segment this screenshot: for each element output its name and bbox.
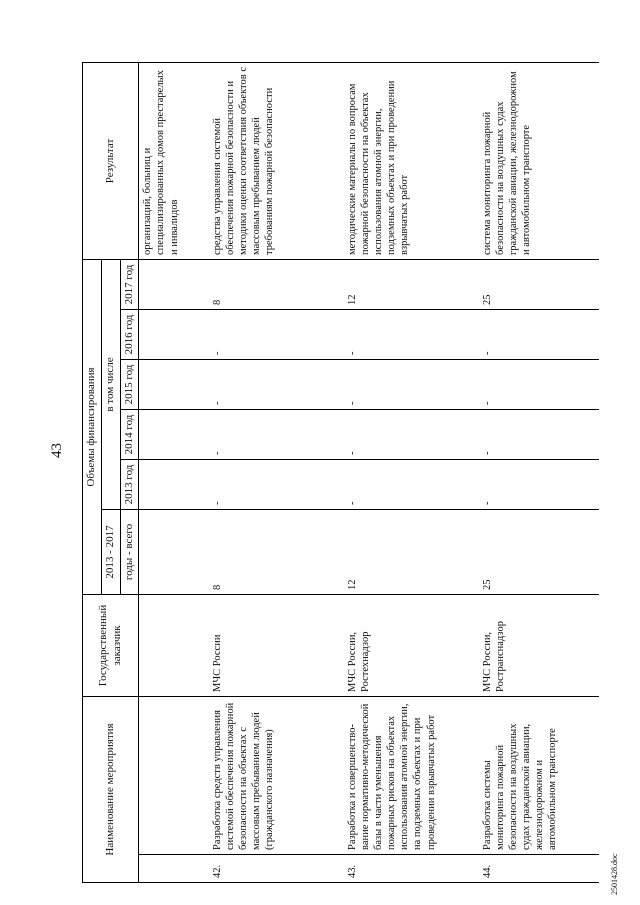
year-cell: - bbox=[479, 460, 599, 510]
customer-cell: МЧС России, Ростехнадзор bbox=[344, 595, 479, 697]
page-number: 43 bbox=[49, 443, 65, 458]
customer-cell: МЧС России bbox=[209, 595, 344, 697]
year-cell: 8 bbox=[209, 260, 344, 310]
table-row bbox=[479, 63, 599, 883]
header-volumes: Объемы финансирования bbox=[83, 260, 102, 595]
total-cell: 25 bbox=[479, 510, 599, 595]
header-total: годы - всего bbox=[120, 510, 139, 595]
year-cell: - bbox=[344, 310, 479, 360]
activity-name: Разработка системы мониторинга пожарной безопасности на воздушных судах гражданской авиации, железнодорожном и автомобильном транспорте bbox=[479, 697, 599, 855]
header-period: 2013 - 2017 bbox=[101, 510, 120, 595]
year-cell: - bbox=[479, 310, 599, 360]
customer-cell: МЧС России, Ространснадзор bbox=[479, 595, 599, 697]
header-year-2013: 2013 год bbox=[120, 460, 139, 510]
year-cell: - bbox=[344, 360, 479, 410]
header-result: Результат bbox=[83, 63, 139, 260]
total-cell: 8 bbox=[209, 510, 344, 595]
year-cell: - bbox=[209, 310, 344, 360]
year-cell: - bbox=[209, 360, 344, 410]
year-cell: - bbox=[344, 460, 479, 510]
header-year-2015: 2015 год bbox=[120, 360, 139, 410]
result-cell: организаций, больниц и специализированных домов престарелых и инвалидов bbox=[139, 63, 209, 260]
table-row bbox=[344, 63, 479, 883]
activity-name: Разработка и совершенство-вание нормативно-методической базы в части уменьшения пожарных рисков на объектах использования атомной энергии, на подземных объектах и при проведении взрывчатых работ bbox=[344, 697, 479, 855]
funding-table bbox=[82, 62, 599, 883]
header-year-2016: 2016 год bbox=[120, 310, 139, 360]
row-number: 42. bbox=[209, 855, 344, 883]
header-year-2014: 2014 год bbox=[120, 410, 139, 460]
year-cell: - bbox=[344, 410, 479, 460]
header-customer: Государственный заказчик bbox=[83, 595, 139, 697]
year-cell: - bbox=[209, 410, 344, 460]
footer-filename: 2501428.doc bbox=[610, 853, 619, 895]
year-cell: - bbox=[209, 460, 344, 510]
total-cell: 12 bbox=[344, 510, 479, 595]
header-name: Наименование мероприятия bbox=[83, 697, 139, 883]
row-number: 44. bbox=[479, 855, 599, 883]
activity-name: Разработка средств управления системой обеспечения пожарной безопасности на объектах с массовым пребыванием людей (гражданского назначения) bbox=[209, 697, 344, 855]
row-number: 43. bbox=[344, 855, 479, 883]
year-cell: 12 bbox=[344, 260, 479, 310]
header-year-2017: 2017 год bbox=[120, 260, 139, 310]
result-cell: средства управления системой обеспечения пожарной безопасности и методики оценки соответствия объектов с массовым пребыванием людей требованиям пожарной безопасности bbox=[209, 63, 344, 260]
table-row-continuation bbox=[139, 63, 209, 883]
year-cell: - bbox=[479, 410, 599, 460]
result-cell: система мониторинга пожарной безопасности на воздушных судах гражданской авиации, железнодорожном и автомобильном транспорте bbox=[479, 63, 599, 260]
year-cell: 25 bbox=[479, 260, 599, 310]
year-cell: - bbox=[479, 360, 599, 410]
header-incl: в том числе bbox=[101, 260, 120, 510]
table-row bbox=[209, 63, 344, 883]
result-cell: методические материалы по вопросам пожарной безопасности на объектах использования атомной энергии, подземных объектах и при проведении взрывчатых работ bbox=[344, 63, 479, 260]
